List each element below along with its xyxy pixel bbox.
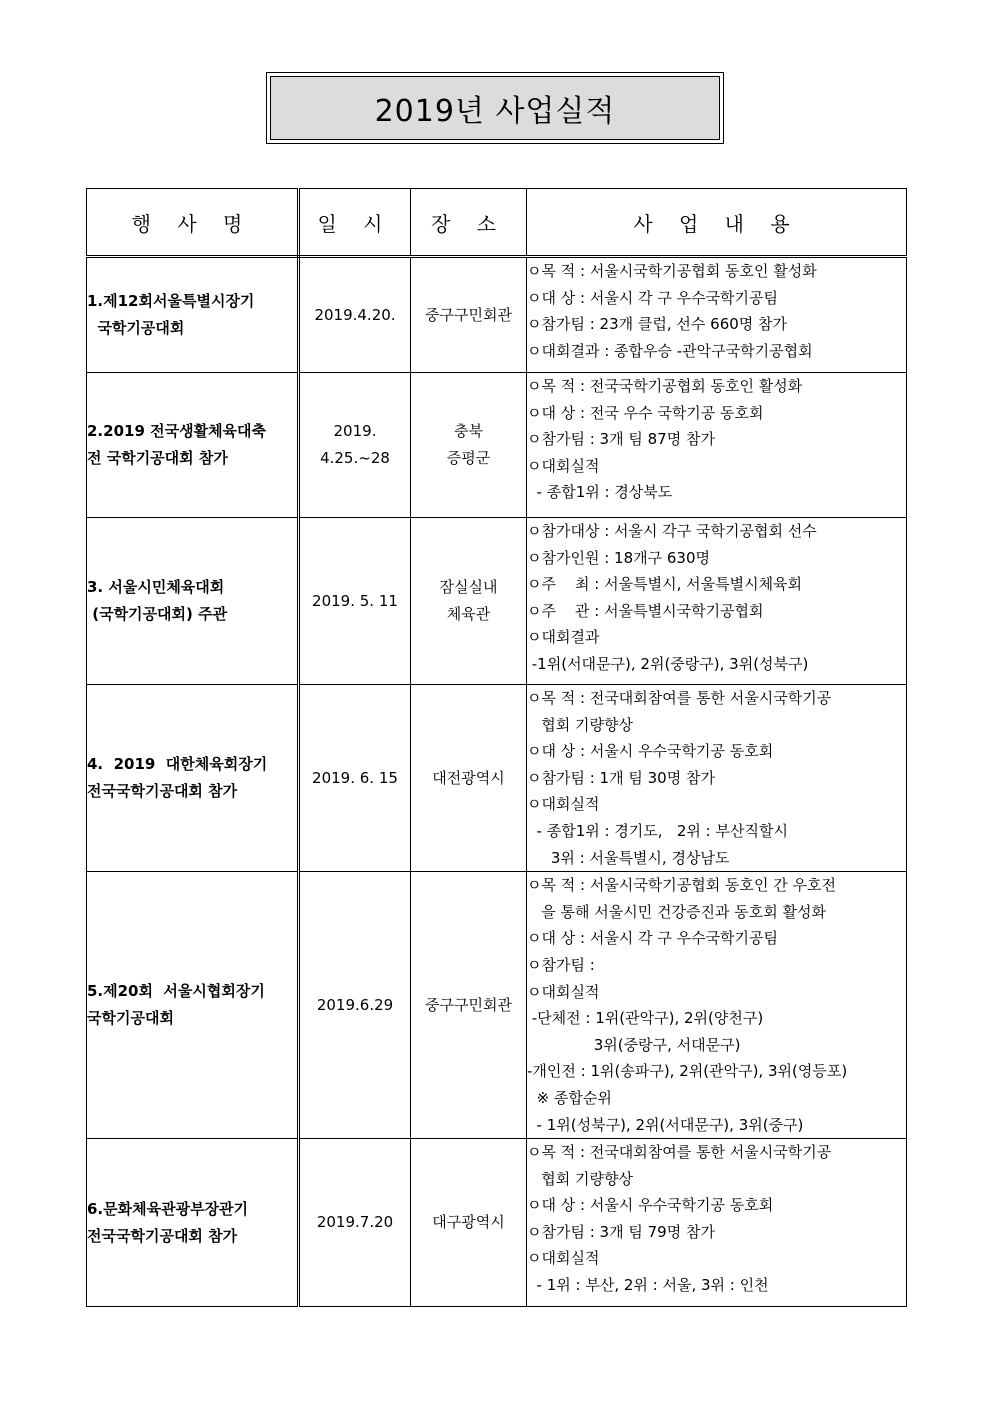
place-line: 중구구민회관 — [425, 995, 512, 1014]
name-line: 5.제20회 서울시협회장기 — [87, 982, 265, 1001]
place-line: 충북 — [454, 422, 483, 440]
date-line: 2019. — [333, 422, 377, 440]
content-line: - 1위 : 부산, 2위 : 서울, 3위 : 인천 — [527, 1276, 769, 1295]
date-cell — [299, 872, 411, 1139]
content-line: 협회 기량향상 — [527, 715, 634, 734]
place-line: 체육관 — [446, 605, 491, 623]
content-line: 3위 : 서울특별시, 경상남도 — [527, 848, 730, 867]
header-content: 사 업 내 용 — [527, 189, 907, 257]
content-line: ㅇ대회실적 — [527, 1249, 600, 1268]
header-row — [87, 189, 907, 257]
name-line: 국학기공대회 — [87, 1009, 174, 1028]
content-line: ㅇ참가팀 : 3개 팀 87명 참가 — [527, 430, 715, 449]
date-line: 2019.4.20. — [314, 305, 396, 324]
name-line: 국학기공대회 — [87, 319, 185, 337]
content-line: ㅇ대회결과 : 종합우승 -관악구국학기공협회 — [527, 341, 813, 360]
place-cell — [411, 257, 527, 373]
place-cell — [411, 872, 527, 1139]
date-cell — [299, 518, 411, 685]
content-line: ㅇ참가팀 : 3개 팀 79명 참가 — [527, 1222, 715, 1241]
content-line: ㅇ주 최 : 서울특별시, 서울특별시체육회 — [527, 575, 803, 594]
content-line: ㅇ목 적 : 서울시국학기공협회 동호인 활성화 — [527, 262, 817, 280]
content-line: ㅇ대회실적 — [527, 982, 600, 1001]
place-cell — [411, 1139, 527, 1307]
table-row — [87, 872, 907, 1139]
content-line: ㅇ대 상 : 서울시 각 구 우수국학기공팀 — [527, 288, 779, 307]
name-line: (국학기공대회) 주관 — [87, 605, 228, 623]
name-line: 전 국학기공대회 참가 — [87, 449, 228, 467]
content-line: ㅇ대 상 : 전국 우수 국학기공 동호회 — [527, 403, 764, 422]
name-line: 전국국학기공대회 참가 — [87, 782, 238, 801]
table-row — [87, 518, 907, 685]
page-title: 2019년 사업실적 — [270, 76, 720, 140]
event-name-cell — [87, 373, 299, 518]
event-name-cell — [87, 257, 299, 373]
place-line: 대구광역시 — [432, 1213, 505, 1232]
place-cell — [411, 373, 527, 518]
content-line: - 종합1위 : 경기도, 2위 : 부산직할시 — [527, 821, 788, 840]
date-line: 2019. 5. 11 — [312, 591, 398, 610]
header-place: 장 소 — [411, 189, 527, 257]
name-line: 전국국학기공대회 참가 — [87, 1226, 238, 1245]
content-line: ㅇ대회결과 — [527, 628, 600, 647]
name-line: 6.문화체육관광부장관기 — [87, 1199, 249, 1218]
content-line: ㅇ대 상 : 서울시 각 구 우수국학기공팀 — [527, 929, 779, 948]
content-cell — [527, 685, 907, 872]
event-name-cell — [87, 872, 299, 1139]
content-cell — [527, 1139, 907, 1307]
content-line: ㅇ대회실적 — [527, 456, 600, 475]
content-line: ㅇ참가팀 : 23개 클럽, 선수 660명 참가 — [527, 315, 788, 334]
content-line: ㅇ주 관 : 서울특별시국학기공협회 — [527, 601, 764, 620]
content-cell — [527, 373, 907, 518]
table-row — [87, 373, 907, 518]
name-line: 4. 2019 대한체육회장기 — [87, 755, 268, 774]
place-cell — [411, 518, 527, 685]
event-name-cell — [87, 1139, 299, 1307]
date-cell — [299, 685, 411, 872]
date-line: 2019. 6. 15 — [312, 768, 398, 787]
content-line: ㅇ목 적 : 전국국학기공협회 동호인 활성화 — [527, 377, 803, 395]
content-line: 협회 기량향상 — [527, 1169, 634, 1188]
content-line: ㅇ대 상 : 서울시 우수국학기공 동호회 — [527, 1196, 774, 1215]
content-line: ㅇ목 적 : 전국대회참여를 통한 서울시국학기공 — [527, 1143, 832, 1162]
table-row — [87, 685, 907, 872]
content-line: - 종합1위 : 경상북도 — [527, 483, 673, 502]
content-line: ㅇ목 적 : 서울시국학기공협회 동호인 간 우호전 — [527, 876, 836, 895]
table-row — [87, 1139, 907, 1307]
event-name-cell — [87, 518, 299, 685]
name-line: 2.2019 전국생활체육대축 — [87, 422, 267, 440]
header-date: 일 시 — [299, 189, 411, 257]
content-line: - 1위(성북구), 2위(서대문구), 3위(중구) — [527, 1115, 804, 1134]
content-line: ㅇ목 적 : 전국대회참여를 통한 서울시국학기공 — [527, 689, 832, 707]
place-cell — [411, 685, 527, 872]
title-frame — [266, 72, 724, 144]
business-records-table — [86, 188, 907, 1307]
place-line: 증평군 — [446, 449, 491, 467]
content-line: 을 통해 서울시민 건강증진과 동호회 활성화 — [527, 902, 826, 921]
content-line: ㅇ참가인원 : 18개구 630명 — [527, 548, 710, 567]
content-line: -1위(서대문구), 2위(중랑구), 3위(성북구) — [527, 654, 809, 673]
date-line: 2019.6.29 — [316, 995, 394, 1014]
date-line: 4.25.~28 — [320, 449, 390, 467]
place-line: 잠실실내 — [439, 578, 498, 596]
date-cell — [299, 373, 411, 518]
event-name-cell — [87, 685, 299, 872]
content-line: 3위(중랑구, 서대문구) — [527, 1035, 741, 1054]
date-line: 2019.7.20 — [316, 1213, 394, 1232]
content-cell — [527, 257, 907, 373]
content-line: ㅇ대회실적 — [527, 795, 600, 814]
table-row — [87, 257, 907, 373]
content-line: ㅇ참가팀 : 1개 팀 30명 참가 — [527, 768, 715, 787]
content-line: ㅇ참가팀 : — [527, 955, 595, 974]
name-line: 1.제12회서울특별시장기 — [87, 292, 255, 310]
content-line: ㅇ대 상 : 서울시 우수국학기공 동호회 — [527, 742, 774, 761]
content-cell — [527, 872, 907, 1139]
content-cell — [527, 518, 907, 685]
place-line: 대전광역시 — [432, 768, 505, 787]
place-line: 중구구민회관 — [425, 305, 512, 324]
content-line: -단체전 : 1위(관악구), 2위(양천구) — [527, 1009, 764, 1028]
content-line: ㅇ참가대상 : 서울시 각구 국학기공협회 선수 — [527, 522, 817, 540]
date-cell — [299, 1139, 411, 1307]
date-cell — [299, 257, 411, 373]
header-event-name: 행 사 명 — [87, 189, 299, 257]
name-line: 3. 서울시민체육대회 — [87, 578, 225, 596]
content-line: ※ 종합순위 — [527, 1088, 612, 1107]
content-line: -개인전 : 1위(송파구), 2위(관악구), 3위(영등포) — [527, 1062, 848, 1081]
